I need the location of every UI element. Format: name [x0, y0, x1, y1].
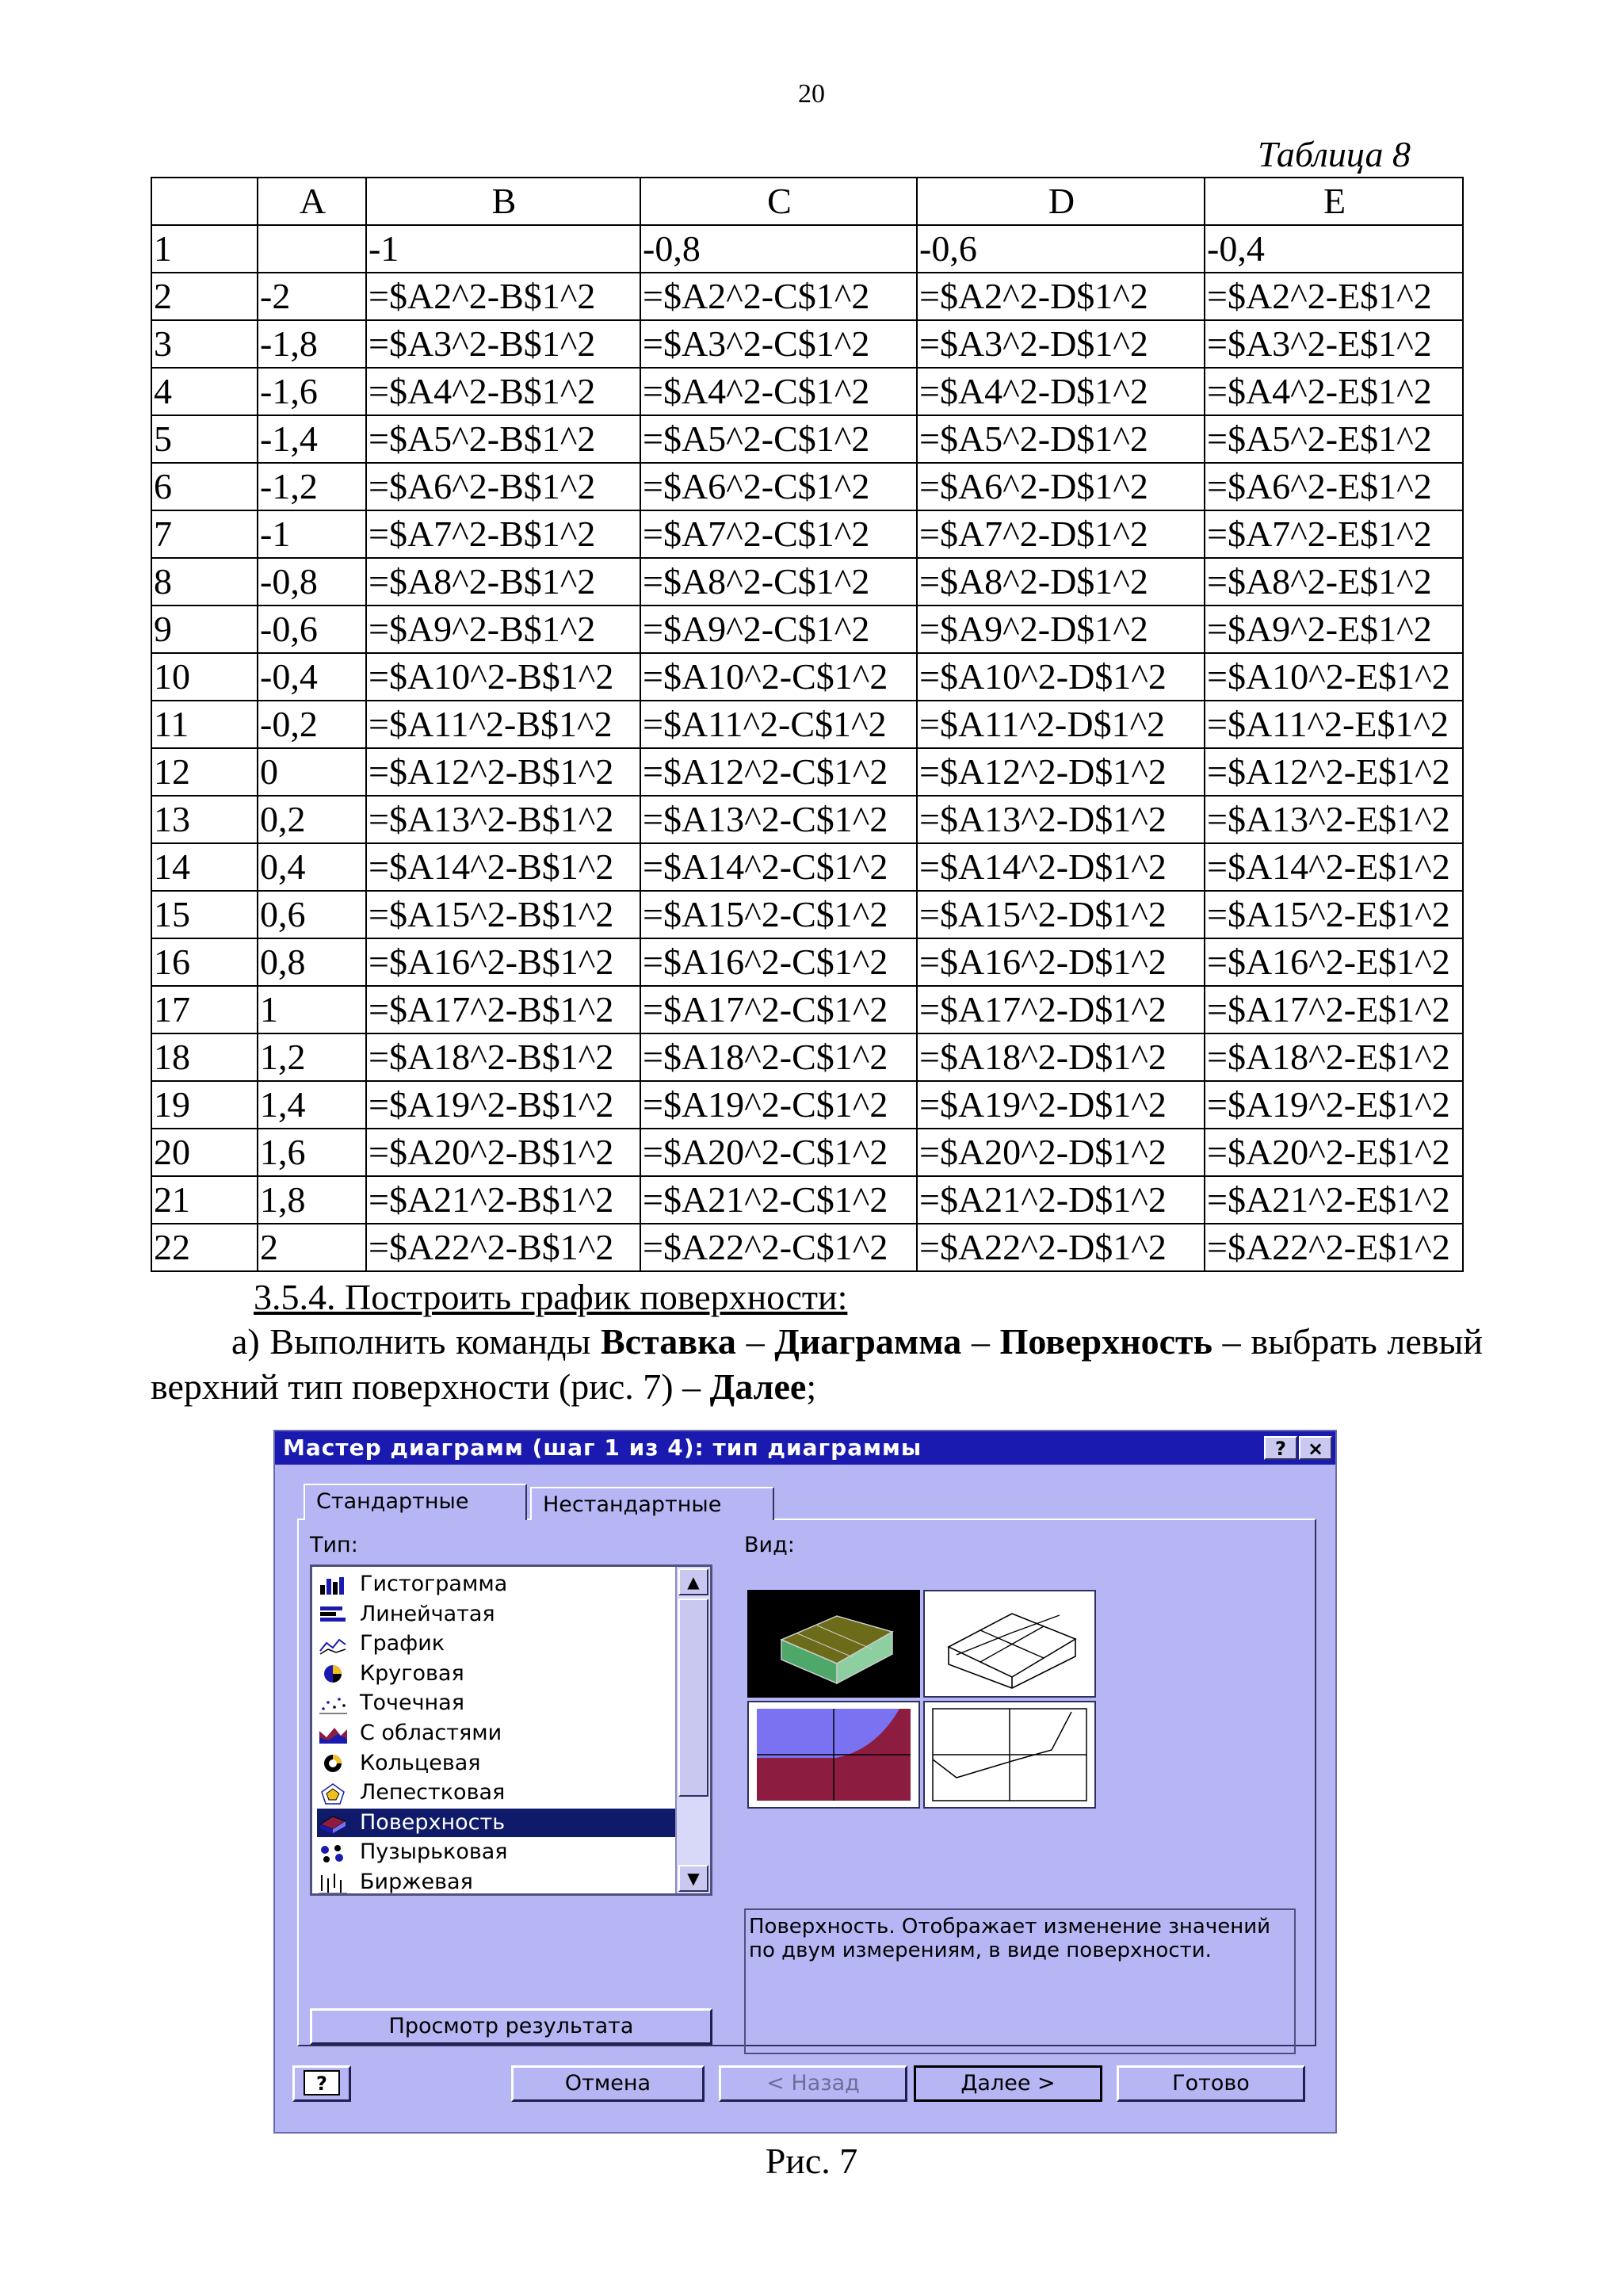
table-cell: -0,6 [258, 606, 366, 653]
table-cell: 1 [258, 986, 366, 1033]
table-cell: =$A18^2-C$1^2 [640, 1033, 917, 1081]
row-number: 21 [151, 1176, 258, 1224]
table-cell: =$A11^2-C$1^2 [640, 701, 917, 748]
table-cell: -0,8 [640, 225, 917, 273]
row-number: 18 [151, 1033, 258, 1081]
table-cell: =$A15^2-C$1^2 [640, 891, 917, 938]
tab-standard[interactable]: Стандартные [304, 1484, 527, 1520]
table-cell: =$A21^2-C$1^2 [640, 1176, 917, 1224]
chart-type-list[interactable] [310, 1564, 712, 1896]
table-cell: 0,4 [258, 843, 366, 891]
command-surface: Поверхность [999, 1321, 1212, 1362]
table-cell: =$A8^2-B$1^2 [366, 558, 640, 606]
table-cell: =$A17^2-E$1^2 [1205, 986, 1463, 1033]
table-row [151, 796, 1463, 843]
chart-type-item[interactable] [317, 1600, 678, 1629]
table-row [151, 415, 1463, 463]
table-cell: =$A11^2-B$1^2 [366, 701, 640, 748]
help-button[interactable]: ? [1264, 1436, 1297, 1460]
radar-chart-icon [317, 1782, 349, 1805]
next-button[interactable]: Далее > [914, 2065, 1102, 2102]
table-cell: 0,6 [258, 891, 366, 938]
table-cell: =$A22^2-D$1^2 [917, 1224, 1205, 1271]
subtype-wireframe-3d[interactable] [923, 1590, 1096, 1698]
table-cell: =$A17^2-D$1^2 [917, 986, 1205, 1033]
subtype-3d-surface[interactable] [747, 1590, 920, 1698]
section-heading: 3.5.4. Построить график поверхности: [254, 1277, 848, 1317]
row-number: 12 [151, 748, 258, 796]
table-cell: =$A10^2-D$1^2 [917, 653, 1205, 701]
scroll-thumb[interactable] [678, 1599, 708, 1797]
table-cell: =$A15^2-E$1^2 [1205, 891, 1463, 938]
chart-type-item[interactable] [317, 1868, 678, 1896]
chart-type-label: Точечная [360, 1690, 464, 1716]
table-cell: =$A12^2-B$1^2 [366, 748, 640, 796]
paragraph-text: а) Выполнить команды [231, 1321, 601, 1362]
table-row [151, 843, 1463, 891]
table-cell: =$A11^2-E$1^2 [1205, 701, 1463, 748]
table-cell: -1,4 [258, 415, 366, 463]
table-cell: =$A19^2-D$1^2 [917, 1081, 1205, 1129]
table-cell: =$A6^2-E$1^2 [1205, 463, 1463, 510]
chart-type-label: Круговая [360, 1660, 464, 1686]
table-cell: =$A2^2-C$1^2 [640, 273, 917, 320]
finish-button[interactable]: Готово [1117, 2065, 1305, 2102]
table-row [151, 1129, 1463, 1176]
bar-chart-icon [317, 1603, 349, 1626]
row-number: 16 [151, 938, 258, 986]
table-cell: =$A2^2-D$1^2 [917, 273, 1205, 320]
dialog-titlebar[interactable] [275, 1431, 1335, 1465]
column-header: E [1205, 178, 1463, 225]
table-row [151, 510, 1463, 558]
table-row [151, 701, 1463, 748]
scatter-chart-icon [317, 1693, 349, 1715]
table-row [151, 558, 1463, 606]
table-cell: 0,8 [258, 938, 366, 986]
table-cell: 1,8 [258, 1176, 366, 1224]
row-number: 15 [151, 891, 258, 938]
scroll-up-icon[interactable]: ▲ [678, 1568, 708, 1595]
table-body [151, 225, 1463, 1271]
table-cell: =$A20^2-C$1^2 [640, 1129, 917, 1176]
table-header-row [151, 178, 1463, 225]
row-number: 10 [151, 653, 258, 701]
table-cell: -1,8 [258, 320, 366, 368]
column-header: C [640, 178, 917, 225]
table-row [151, 748, 1463, 796]
table-row [151, 1176, 1463, 1224]
table-cell: =$A16^2-D$1^2 [917, 938, 1205, 986]
pie-chart-icon [317, 1663, 349, 1685]
row-number: 7 [151, 510, 258, 558]
table-cell: 1,2 [258, 1033, 366, 1081]
table-cell: =$A7^2-C$1^2 [640, 510, 917, 558]
table-row [151, 225, 1463, 273]
table-cell: =$A7^2-B$1^2 [366, 510, 640, 558]
chart-type-item[interactable] [317, 1809, 678, 1837]
table-cell: =$A5^2-E$1^2 [1205, 415, 1463, 463]
table-cell: =$A8^2-D$1^2 [917, 558, 1205, 606]
cancel-button[interactable]: Отмена [511, 2065, 705, 2102]
table-cell: =$A22^2-E$1^2 [1205, 1224, 1463, 1271]
row-number: 14 [151, 843, 258, 891]
table-cell: -0,8 [258, 558, 366, 606]
row-number: 17 [151, 986, 258, 1033]
table-cell: =$A3^2-C$1^2 [640, 320, 917, 368]
table-row [151, 273, 1463, 320]
scroll-down-icon[interactable]: ▼ [678, 1865, 708, 1892]
chart-type-label: График [360, 1631, 445, 1656]
table-cell: =$A20^2-E$1^2 [1205, 1129, 1463, 1176]
table-cell: -1,2 [258, 463, 366, 510]
row-number: 6 [151, 463, 258, 510]
preview-button[interactable]: Просмотр результата [310, 2008, 712, 2045]
table-row [151, 1081, 1463, 1129]
table-cell: =$A3^2-E$1^2 [1205, 320, 1463, 368]
table-cell: =$A18^2-E$1^2 [1205, 1033, 1463, 1081]
table-row [151, 1224, 1463, 1271]
back-button[interactable]: < Назад [719, 2065, 907, 2102]
table-cell: =$A6^2-D$1^2 [917, 463, 1205, 510]
column-header: B [366, 178, 640, 225]
table-row [151, 986, 1463, 1033]
chart-type-item[interactable] [317, 1719, 678, 1748]
table-cell: 0 [258, 748, 366, 796]
chart-type-label: С областями [360, 1721, 502, 1745]
table-cell [258, 225, 366, 273]
table-cell: -1 [258, 510, 366, 558]
command-insert: Вставка [600, 1321, 736, 1362]
table-cell: =$A13^2-D$1^2 [917, 796, 1205, 843]
table-cell: 0,2 [258, 796, 366, 843]
table-cell: =$A16^2-E$1^2 [1205, 938, 1463, 986]
table-cell: =$A8^2-C$1^2 [640, 558, 917, 606]
instruction-paragraph [151, 1319, 1483, 1409]
wireframe-3d-icon [925, 1591, 1094, 1696]
table-cell: =$A9^2-C$1^2 [640, 606, 917, 653]
chart-type-label: Лепестковая [360, 1780, 506, 1805]
table-cell: =$A12^2-D$1^2 [917, 748, 1205, 796]
chart-type-label: Пузырьковая [360, 1839, 508, 1865]
paragraph-dash: – [735, 1321, 775, 1362]
row-number: 11 [151, 701, 258, 748]
paragraph-dash: – [961, 1321, 1000, 1362]
table-cell: =$A16^2-B$1^2 [366, 938, 640, 986]
chart-type-item[interactable] [317, 1749, 678, 1778]
table-row [151, 891, 1463, 938]
table-cell: =$A12^2-E$1^2 [1205, 748, 1463, 796]
chart-type-item[interactable] [317, 1570, 678, 1599]
table-cell: =$A3^2-D$1^2 [917, 320, 1205, 368]
chart-type-label: Биржевая [360, 1870, 473, 1894]
row-number: 22 [151, 1224, 258, 1271]
paragraph-text: – выбрать левый верхний тип поверхности (рис. 7) – [151, 1321, 1484, 1407]
table-cell: =$A20^2-D$1^2 [917, 1129, 1205, 1176]
table-cell: =$A5^2-D$1^2 [917, 415, 1205, 463]
table-cell: =$A11^2-D$1^2 [917, 701, 1205, 748]
table-cell: =$A21^2-E$1^2 [1205, 1176, 1463, 1224]
stock-chart-icon [317, 1872, 349, 1894]
surface-3d-icon [750, 1592, 918, 1695]
table-cell: =$A4^2-C$1^2 [640, 368, 917, 415]
table-cell: =$A14^2-E$1^2 [1205, 843, 1463, 891]
table-cell: =$A10^2-E$1^2 [1205, 653, 1463, 701]
table-cell: =$A9^2-D$1^2 [917, 606, 1205, 653]
chart-type-item[interactable] [317, 1838, 678, 1866]
table-cell: =$A2^2-B$1^2 [366, 273, 640, 320]
row-number: 19 [151, 1081, 258, 1129]
table-cell: =$A15^2-D$1^2 [917, 891, 1205, 938]
table-cell: =$A12^2-C$1^2 [640, 748, 917, 796]
table-cell: =$A22^2-C$1^2 [640, 1224, 917, 1271]
table-cell: -1,6 [258, 368, 366, 415]
table-row [151, 606, 1463, 653]
table-cell: =$A18^2-B$1^2 [366, 1033, 640, 1081]
chart-type-item[interactable] [317, 1660, 678, 1688]
table-cell: -0,6 [917, 225, 1205, 273]
subtype-contour-wireframe[interactable] [923, 1701, 1096, 1809]
table-cell: -0,4 [258, 653, 366, 701]
table-cell: =$A14^2-D$1^2 [917, 843, 1205, 891]
table-cell: =$A4^2-B$1^2 [366, 368, 640, 415]
table-cell: =$A22^2-B$1^2 [366, 1224, 640, 1271]
table-cell: =$A17^2-B$1^2 [366, 986, 640, 1033]
table-cell: =$A13^2-C$1^2 [640, 796, 917, 843]
figure-caption: Рис. 7 [765, 2141, 858, 2181]
column-chart-icon [317, 1574, 349, 1596]
table-row [151, 463, 1463, 510]
column-header: D [917, 178, 1205, 225]
command-chart: Диаграмма [774, 1321, 962, 1362]
dialog-title: Мастер диаграмм (шаг 1 из 4): тип диаграммы [283, 1435, 922, 1461]
contour-color-icon [749, 1702, 918, 1807]
table-cell: -0,2 [258, 701, 366, 748]
subtype-contour[interactable] [747, 1701, 920, 1809]
table-cell: =$A19^2-E$1^2 [1205, 1081, 1463, 1129]
table-cell: =$A5^2-C$1^2 [640, 415, 917, 463]
row-number: 13 [151, 796, 258, 843]
close-button[interactable]: × [1299, 1436, 1332, 1460]
table-cell: =$A6^2-B$1^2 [366, 463, 640, 510]
office-assistant-button[interactable] [292, 2065, 351, 2102]
table-cell: =$A21^2-D$1^2 [917, 1176, 1205, 1224]
table-cell: =$A15^2-B$1^2 [366, 891, 640, 938]
header-corner [151, 178, 258, 225]
table-row [151, 320, 1463, 368]
row-number: 20 [151, 1129, 258, 1176]
column-header: A [258, 178, 366, 225]
surface-chart-icon [317, 1812, 349, 1834]
table-cell: =$A10^2-C$1^2 [640, 653, 917, 701]
chart-type-item[interactable] [317, 1689, 678, 1717]
doughnut-chart-icon [317, 1752, 349, 1775]
table-cell: =$A9^2-B$1^2 [366, 606, 640, 653]
line-chart-icon [317, 1633, 349, 1656]
row-number: 3 [151, 320, 258, 368]
row-number: 5 [151, 415, 258, 463]
table-row [151, 1033, 1463, 1081]
list-scrollbar[interactable] [675, 1567, 710, 1893]
type-label: Тип: [310, 1533, 358, 1557]
tab-nonstandard[interactable]: Нестандартные [530, 1487, 774, 1520]
table-cell: =$A14^2-C$1^2 [640, 843, 917, 891]
row-number: 2 [151, 273, 258, 320]
chart-type-label: Линейчатая [360, 1601, 495, 1626]
table-cell: =$A17^2-C$1^2 [640, 986, 917, 1033]
chart-type-label: Гистограмма [360, 1572, 508, 1596]
row-number: 8 [151, 558, 258, 606]
table-cell: -0,4 [1205, 225, 1463, 273]
table-caption: Таблица 8 [1257, 134, 1411, 174]
table-cell: =$A6^2-C$1^2 [640, 463, 917, 510]
paragraph-text: ; [806, 1366, 817, 1407]
table-cell: =$A4^2-D$1^2 [917, 368, 1205, 415]
table-cell: =$A9^2-E$1^2 [1205, 606, 1463, 653]
table-cell: -2 [258, 273, 366, 320]
table-cell: 1,4 [258, 1081, 366, 1129]
table-cell: =$A13^2-B$1^2 [366, 796, 640, 843]
row-number: 4 [151, 368, 258, 415]
table-cell: =$A19^2-C$1^2 [640, 1081, 917, 1129]
view-label: Вид: [744, 1533, 795, 1557]
table-cell: =$A13^2-E$1^2 [1205, 796, 1463, 843]
table-cell: =$A8^2-E$1^2 [1205, 558, 1463, 606]
table-cell: =$A10^2-B$1^2 [366, 653, 640, 701]
table-row [151, 653, 1463, 701]
contour-wireframe-icon [925, 1702, 1094, 1807]
description-box: Поверхность. Отображает изменение значений по двум измерениям, в виде поверхности. [744, 1908, 1296, 2054]
table-cell: 2 [258, 1224, 366, 1271]
table-cell: =$A5^2-B$1^2 [366, 415, 640, 463]
table-cell: =$A7^2-D$1^2 [917, 510, 1205, 558]
row-number: 9 [151, 606, 258, 653]
table-cell: =$A3^2-B$1^2 [366, 320, 640, 368]
command-next: Далее [709, 1366, 807, 1407]
chart-type-item[interactable] [317, 1629, 678, 1658]
chart-type-label: Кольцевая [360, 1750, 481, 1775]
chart-type-item[interactable] [317, 1778, 678, 1807]
svg-text:?: ? [316, 2073, 327, 2095]
table-cell: =$A21^2-B$1^2 [366, 1176, 640, 1224]
data-table [151, 177, 1464, 1272]
table-cell: =$A19^2-B$1^2 [366, 1081, 640, 1129]
table-row [151, 938, 1463, 986]
table-cell: -1 [366, 225, 640, 273]
table-cell: =$A20^2-B$1^2 [366, 1129, 640, 1176]
chart-type-label: Поверхность [360, 1809, 506, 1835]
table-cell: =$A7^2-E$1^2 [1205, 510, 1463, 558]
table-cell: =$A14^2-B$1^2 [366, 843, 640, 891]
bubble-chart-icon [317, 1842, 349, 1864]
table-cell: =$A16^2-C$1^2 [640, 938, 917, 986]
table-cell: =$A4^2-E$1^2 [1205, 368, 1463, 415]
area-chart-icon [317, 1723, 349, 1745]
page-number: 20 [798, 79, 825, 109]
help-assistant-icon [298, 2068, 346, 2098]
table-cell: 1,6 [258, 1129, 366, 1176]
chart-wizard-dialog [273, 1430, 1337, 2134]
table-cell: =$A18^2-D$1^2 [917, 1033, 1205, 1081]
table-cell: =$A2^2-E$1^2 [1205, 273, 1463, 320]
row-number: 1 [151, 225, 258, 273]
table-row [151, 368, 1463, 415]
